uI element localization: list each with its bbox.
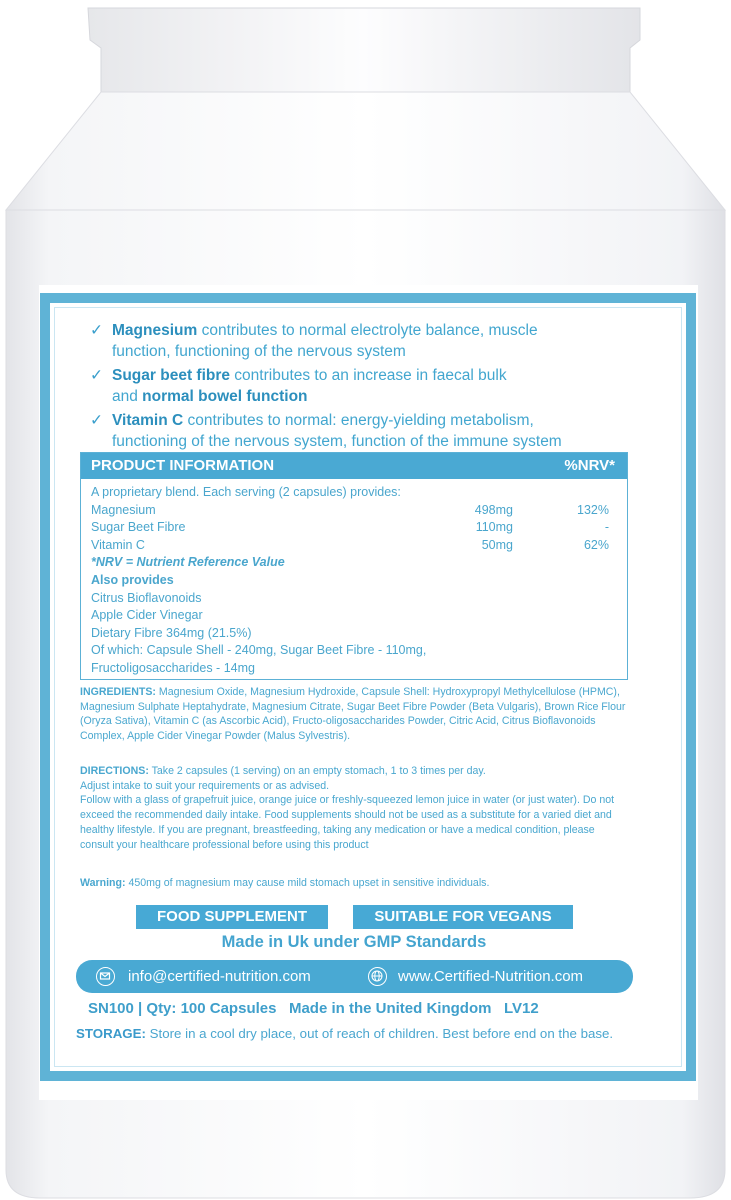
benefit-magnesium: ✓ Magnesium contributes to normal electrolyte balance, muscle function, functioning of the nervous system — [90, 322, 538, 360]
benefit-sugar-beet-fibre: ✓ Sugar beet fibre contributes to an increase in faecal bulk and normal bowel function — [90, 367, 507, 405]
gmp-statement: Made in Uk under GMP Standards — [221, 933, 487, 951]
bottle-cap — [88, 8, 640, 92]
warning: Warning: 450mg of magnesium may cause mild stomach upset in sensitive individuals. — [80, 877, 490, 889]
ingredients: INGREDIENTS: Magnesium Oxide, Magnesium Hydroxide, Capsule Shell: Hydroxypropyl Methylcellulose (HPMC), Magnesium Sulphate Heptahydrate, Magnesium Citrate, Sugar Beet Fibre Powder (Beta Vulgaris), Brown Rice Flour (Oryza Sativa), Vitamin C (as Ascorbic Acid), Fructo-oligosaccharides Powder, Citric Acid, Citrus Bioflavonoids Complex, Apple Cider Vinegar Powder (Malus Sylvestris). — [80, 686, 626, 743]
email-icon — [96, 967, 115, 986]
also-item: Citrus Bioflavonoids — [91, 590, 202, 605]
also-item: Fructoligosaccharides - 14mg — [91, 660, 255, 675]
also-provides-title: Also provides — [91, 572, 174, 587]
food-supplement-badge: FOOD SUPPLEMENT — [136, 905, 328, 929]
check-icon: ✓ — [90, 322, 103, 339]
table-row: Vitamin C 50mg 62% — [91, 537, 609, 552]
also-item: Of which: Capsule Shell - 240mg, Sugar Beet Fibre - 110mg, — [91, 643, 427, 658]
globe-icon — [368, 967, 387, 986]
contact-bar — [76, 960, 633, 993]
benefits-list — [90, 320, 650, 455]
table-header: PRODUCT INFORMATION %NRV* — [81, 453, 627, 479]
email-address[interactable]: info@certified-nutrition.com — [128, 968, 311, 985]
vegan-badge: SUITABLE FOR VEGANS — [353, 905, 573, 929]
check-icon: ✓ — [90, 367, 103, 384]
directions: DIRECTIONS: Take 2 capsules (1 serving) on an empty stomach, 1 to 3 times per day. Adjust intake to suit your requirements or as advised. Follow with a glass of grapefruit juice, orange juice or freshly-squeezed lemon juice in water (or just water). Do not exceed the recommended daily intake. Food supplements should not be used as a substitute for a varied diet and healthy lifestyle. If you are pregnant, breastfeeding, taking any medication or have a medical condition, please consult your healthcare professional before using this product — [80, 765, 615, 851]
website-link[interactable]: www.Certified-Nutrition.com — [398, 968, 584, 985]
table-row: Magnesium 498mg 132% — [91, 502, 609, 517]
also-item: Dietary Fibre 364mg (21.5%) — [91, 625, 252, 640]
check-icon: ✓ — [90, 412, 103, 429]
storage-instructions: STORAGE: Store in a cool dry place, out of reach of children. Best before end on the base. — [76, 1026, 614, 1041]
also-item: Apple Cider Vinegar — [91, 608, 203, 623]
nrv-note: *NRV = Nutrient Reference Value — [91, 555, 285, 570]
bottle-shoulder — [6, 92, 725, 210]
table-intro: A proprietary blend. Each serving (2 capsules) provides: — [91, 485, 401, 499]
table-body — [81, 479, 627, 678]
product-code-line: SN100 | Qty: 100 Capsules Made in the United Kingdom LV12 — [88, 1000, 539, 1017]
table-row: Sugar Beet Fibre 110mg - — [91, 520, 609, 535]
benefit-vitamin-c: ✓ Vitamin C contributes to normal: energy-yielding metabolism, functioning of the nervous system, function of the immune system — [90, 412, 562, 450]
product-information-table — [80, 452, 628, 680]
